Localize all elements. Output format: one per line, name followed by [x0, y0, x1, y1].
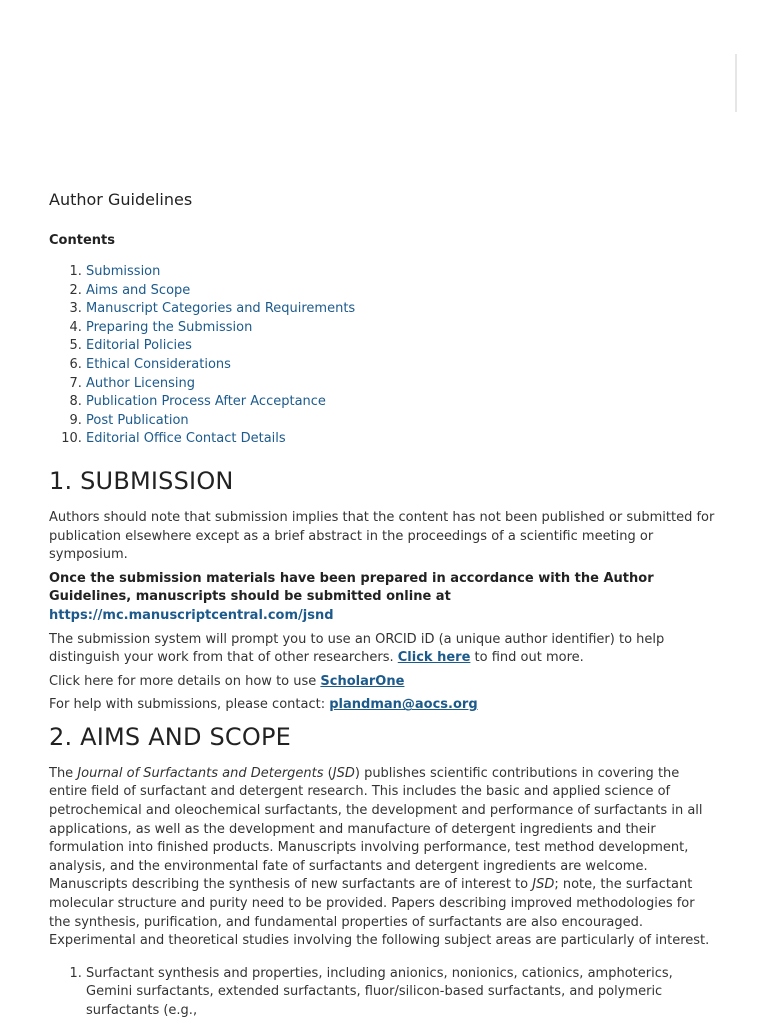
help-text: For help with submissions, please contact:	[49, 697, 330, 713]
submission-paragraph-1: Authors should note that submission implies that the content has not been published or submitted for publication elsewhere except as a brief abstract in the proceedings of a scientific meeting or symposium.	[49, 509, 715, 563]
toc-item	[86, 412, 717, 431]
aims-text-the: The	[49, 765, 78, 781]
scrollbar-thumb[interactable]	[735, 54, 737, 112]
submission-paragraph-2	[49, 570, 717, 626]
contact-email-link[interactable]: plandman@aocs.org	[329, 697, 478, 713]
orcid-suffix: to find out more.	[470, 650, 584, 666]
journal-abbreviation: JSD	[332, 765, 355, 781]
toc-link-preparing-submission[interactable]: Preparing the Submission	[86, 319, 253, 335]
toc-link-post-publication[interactable]: Post Publication	[86, 412, 189, 428]
journal-name: Journal of Surfactants and Detergents	[77, 765, 324, 781]
scholarone-link[interactable]: ScholarOne	[320, 673, 405, 689]
submission-paragraph-5	[49, 696, 717, 715]
manuscript-central-link[interactable]: https://mc.manuscriptcentral.com/jsnd	[49, 607, 334, 623]
toc-item	[86, 337, 717, 356]
toc-link-author-licensing[interactable]: Author Licensing	[86, 375, 196, 391]
toc-link-editorial-office[interactable]: Editorial Office Contact Details	[86, 431, 286, 447]
aims-text-end: ; note, the surfactant molecular structure and purity need to be provided. Papers describing improved methodologies for the synthesis, purification, and fundamental properties of surfactants are also encouraged. Experimental and theoretical studies involving the following subject areas are particularly of interest.	[49, 877, 710, 949]
submission-heading: 1. SUBMISSION	[49, 466, 234, 495]
table-of-contents	[49, 263, 717, 449]
orcid-click-here-link[interactable]: Click here	[397, 650, 471, 666]
toc-link-aims-and-scope[interactable]: Aims and Scope	[86, 282, 191, 298]
toc-item	[86, 263, 717, 282]
toc-item	[86, 393, 717, 412]
toc-link-publication-process[interactable]: Publication Process After Acceptance	[86, 394, 326, 410]
scholarone-text: Click here for more details on how to use	[49, 673, 321, 689]
toc-item	[86, 282, 717, 301]
subject-area-item: 1. Surfactant synthesis and properties, including anionics, nonionics, cationics, amphoterics, Gemini surfactants, extended surfactants, fluor/silicon-based surfactants, and polymeric surfactants (e.g.,	[86, 965, 717, 1021]
journal-abbreviation-2: JSD	[532, 877, 555, 893]
submission-paragraph-3	[49, 631, 717, 668]
toc-link-editorial-policies[interactable]: Editorial Policies	[86, 338, 192, 354]
page-title: Author Guidelines	[49, 190, 193, 209]
author-guidelines-content	[49, 187, 717, 1021]
aims-text-body: ) publishes scientific contributions in covering the entire field of surfactant and detergent research. This includes the basic and applied science of petrochemical and oleochemical surfactants, the development and performance of surfactants in all applications, as well as the development and manufacture of detergent ingredients and their formulation into finished products. Manuscripts involving performance, test method development, analysis, and the environmental fate of surfactants and detergent ingredients are welcome. Manuscripts describing the synthesis of new surfactants are of interest to	[49, 765, 703, 893]
aims-text-open: (	[323, 765, 333, 781]
aims-paragraph	[49, 765, 717, 951]
submission-paragraph-2-text: Once the submission materials have been prepared in accordance with the Author Guidelines, manuscripts should be submitted online at	[49, 570, 654, 605]
toc-item	[86, 300, 717, 319]
toc-link-ethical-considerations[interactable]: Ethical Considerations	[86, 356, 231, 372]
orcid-text: The submission system will prompt you to use an ORCID iD (a unique author identifier) to help distinguish your work from that of other researchers.	[49, 631, 665, 666]
toc-link-submission[interactable]: Submission	[86, 264, 161, 279]
toc-item	[86, 319, 717, 338]
toc-item	[86, 356, 717, 375]
toc-item	[86, 430, 717, 449]
aims-scope-heading: 2. AIMS AND SCOPE	[49, 722, 291, 751]
submission-paragraph-4	[49, 673, 717, 692]
toc-link-manuscript-categories[interactable]: Manuscript Categories and Requirements	[86, 301, 356, 317]
subject-areas-list	[49, 965, 717, 1021]
toc-item	[86, 375, 717, 394]
contents-label: Contents	[49, 233, 115, 248]
